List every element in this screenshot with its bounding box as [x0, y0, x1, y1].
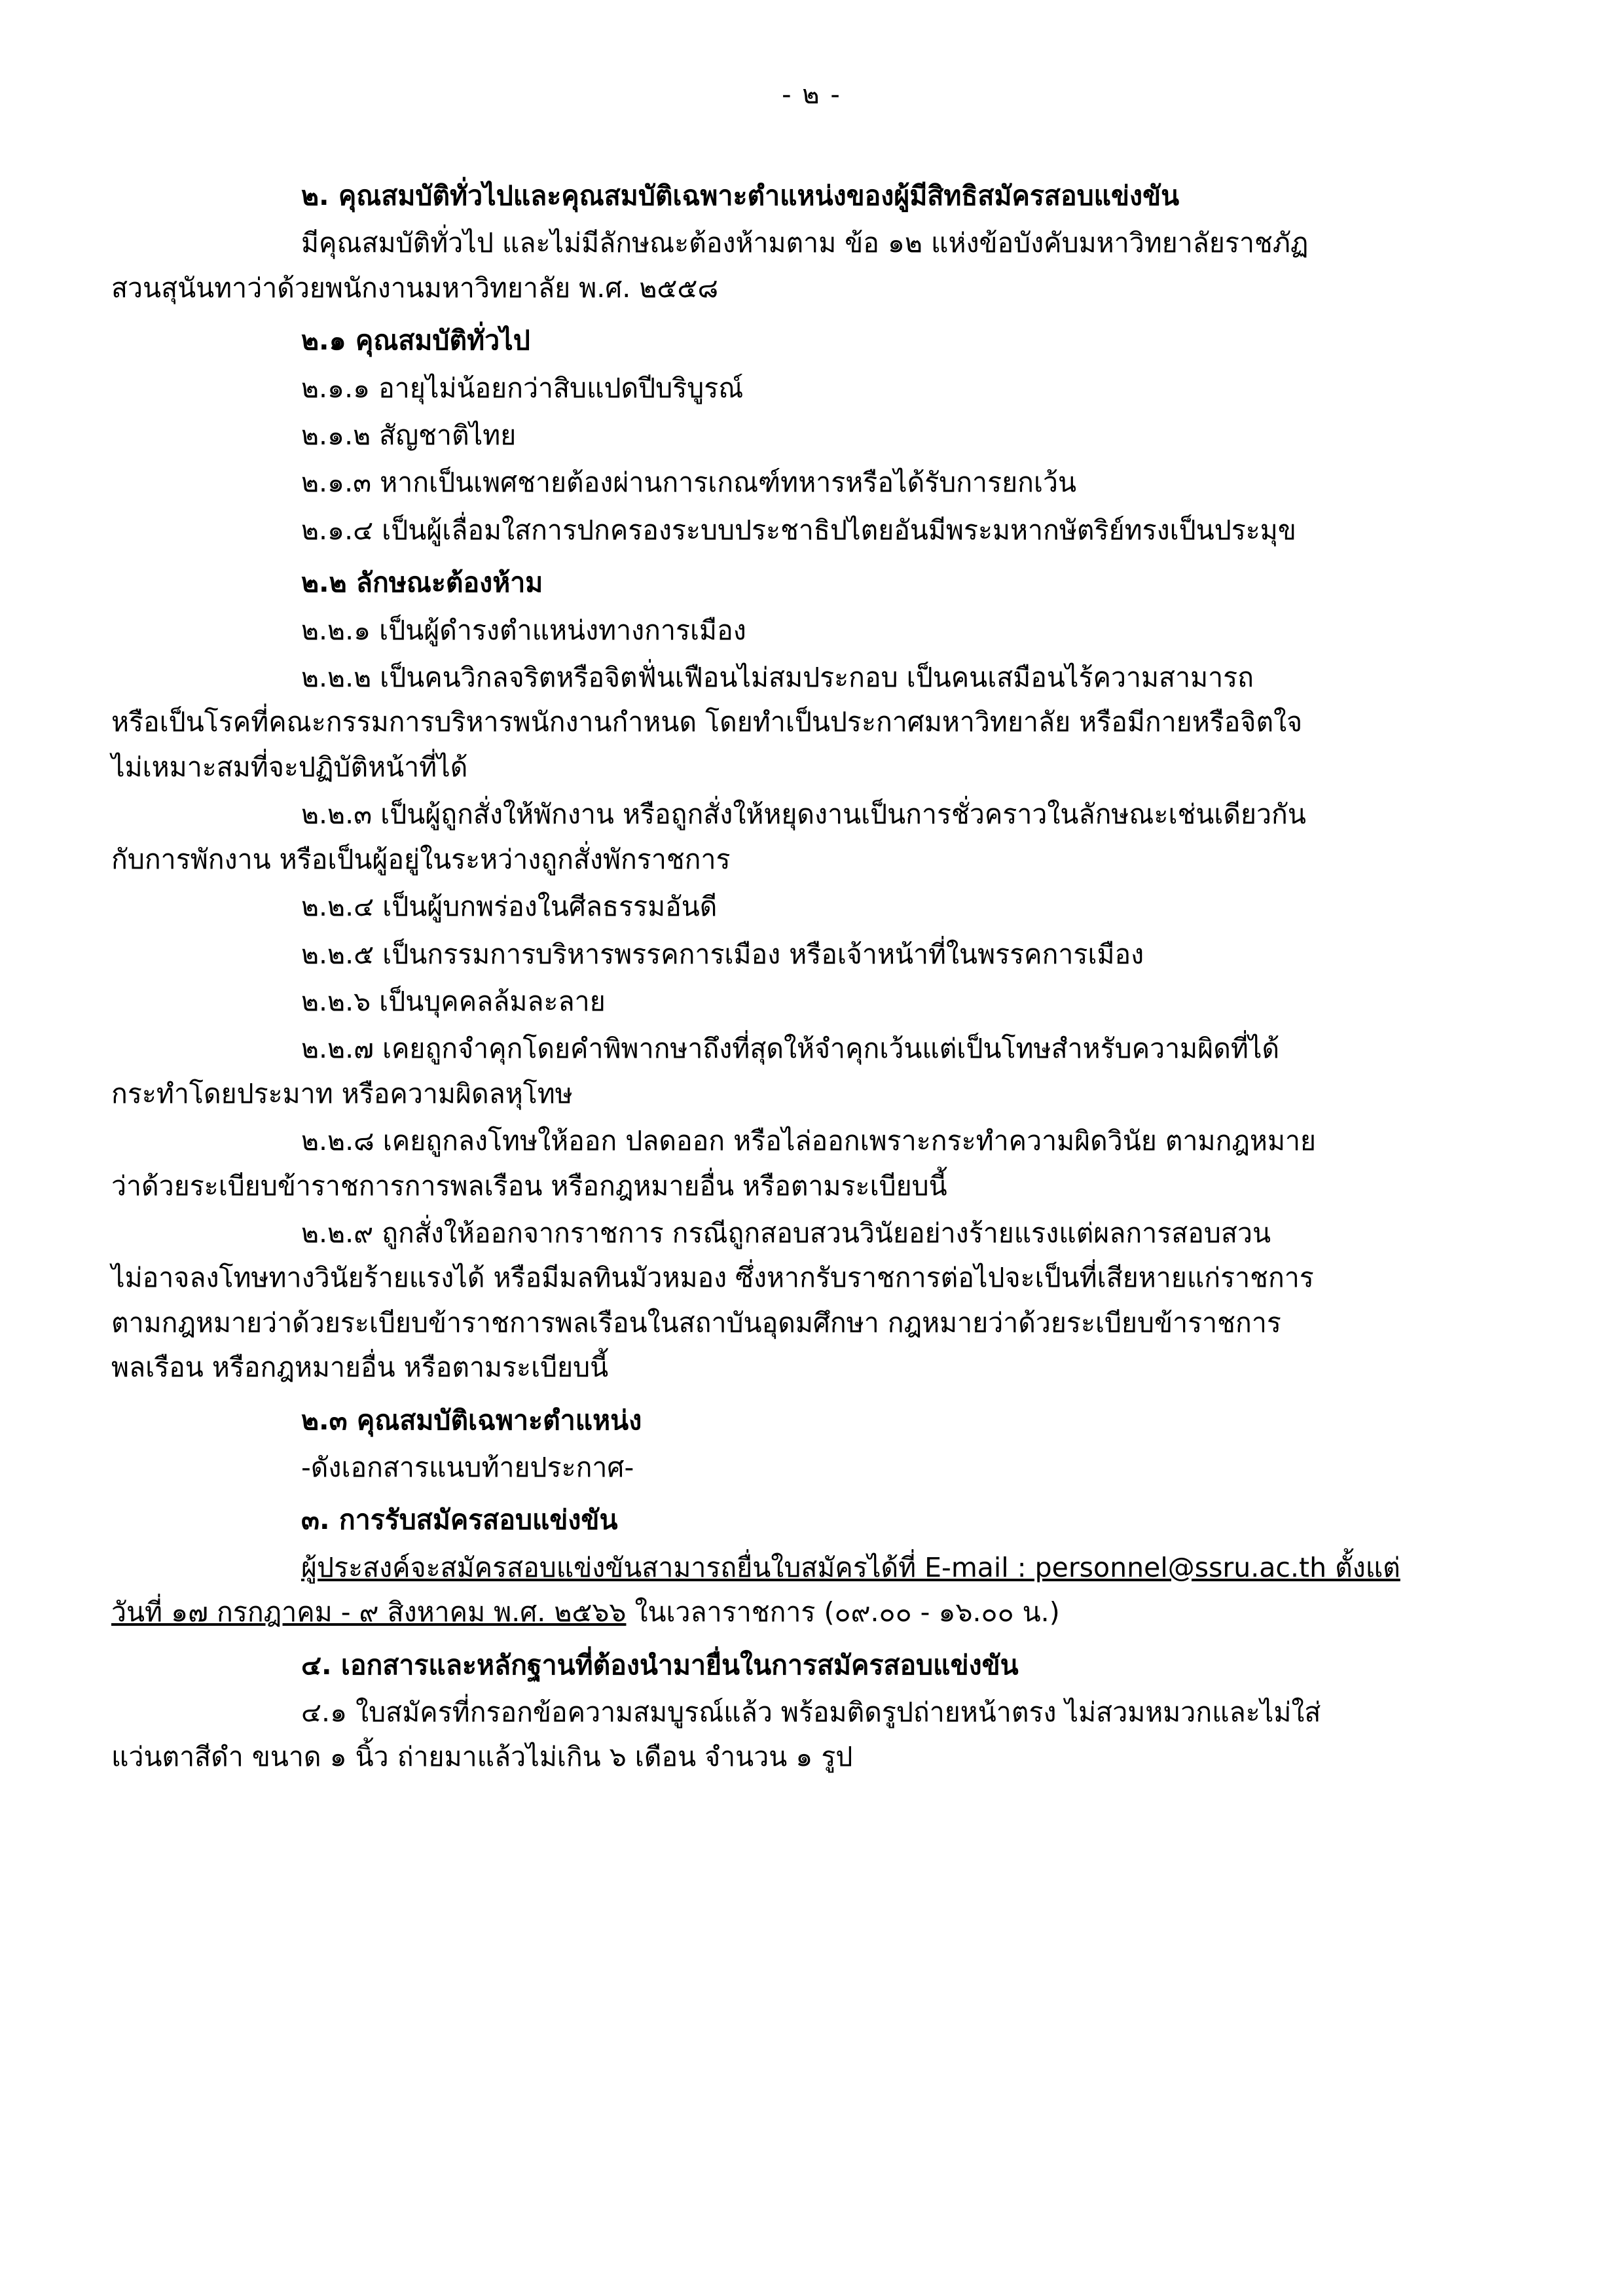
item-2-1-3: ๒.๑.๓ หากเป็นเพศชายต้องผ่านการเกณฑ์ทหารหรือได้รับการยกเว้น [301, 467, 1077, 499]
item-2-2-7-line-2: กระทำโดยประมาท หรือความผิดลหุโทษ [111, 1077, 573, 1109]
section-2-1 [111, 319, 1512, 552]
section-3-heading: ๓. การรับสมัครสอบแข่งขัน [301, 1504, 618, 1536]
item-2-2-4: ๒.๒.๔ เป็นผู้บกพร่องในศีลธรรมอันดี [301, 891, 718, 923]
application-date-range: วันที่ ๑๗ กรกฎาคม - ๙ สิงหาคม พ.ศ. ๒๕๖๖ [111, 1596, 627, 1628]
section-2-3-note: -ดังเอกสารแนบท้ายประกาศ- [301, 1451, 634, 1483]
item-2-2-9-line-3: ตามกฎหมายว่าด้วยระเบียบข้าราชการพลเรือนในสถาบันอุดมศึกษา กฎหมายว่าด้วยระเบียบข้าราชการ [111, 1306, 1281, 1338]
section-2-1-heading: ๒.๑ คุณสมบัติทั่วไป [301, 325, 530, 357]
item-2-2-8-line-1: ๒.๒.๘ เคยถูกลงโทษให้ออก ปลดออก หรือไล่ออกเพราะกระทำความผิดวินัย ตามกฎหมาย [301, 1125, 1317, 1157]
section-2-intro-line-1: มีคุณสมบัติทั่วไป และไม่มีลักษณะต้องห้ามตาม ข้อ ๑๒ แห่งข้อบังคับมหาวิทยาลัยราชภัฏ [301, 227, 1309, 259]
item-2-2-9-line-1: ๒.๒.๙ ถูกสั่งให้ออกจากราชการ กรณีถูกสอบสวนวินัยอย่างร้ายแรงแต่ผลการสอบสวน [301, 1217, 1271, 1249]
item-2-1-2: ๒.๑.๒ สัญชาติไทย [301, 420, 517, 452]
section-2-3 [111, 1399, 1512, 1490]
section-2-2-heading: ๒.๒ ลักษณะต้องห้าม [301, 567, 543, 599]
item-2-2-3-line-2: กับการพักงาน หรือเป็นผู้อยู่ในระหว่างถูกสั่งพักราชการ [111, 843, 731, 875]
section-2 [111, 174, 1512, 310]
section-2-3-heading: ๒.๓ คุณสมบัติเฉพาะตำแหน่ง [301, 1404, 642, 1436]
application-hours: ในเวลาราชการ (๐๙.๐๐ - ๑๖.๐๐ น.) [626, 1596, 1060, 1628]
item-4-1-line-1: ๔.๑ ใบสมัครที่กรอกข้อความสมบูรณ์แล้ว พร้อมติดรูปถ่ายหน้าตรง ไม่สวมหมวกและไม่ใส่ [301, 1696, 1321, 1728]
section-4-heading: ๔. เอกสารและหลักฐานที่ต้องนำมายื่นในการสมัครสอบแข่งขัน [301, 1649, 1019, 1681]
item-2-1-1: ๒.๑.๑ อายุไม่น้อยกว่าสิบแปดปีบริบูรณ์ [301, 372, 744, 404]
item-2-2-7-line-1: ๒.๒.๗ เคยถูกจำคุกโดยคำพิพากษาถึงที่สุดให้จำคุกเว้นแต่เป็นโทษสำหรับความผิดที่ได้ [301, 1033, 1280, 1065]
item-2-2-8-line-2: ว่าด้วยระเบียบข้าราชการการพลเรือน หรือกฎหมายอื่น หรือตามระเบียบนี้ [111, 1170, 947, 1202]
item-2-2-2-line-1: ๒.๒.๒ เป็นคนวิกลจริตหรือจิตฟั่นเฟือนไม่สมประกอบ เป็นคนเสมือนไร้ความสามารถ [301, 662, 1254, 694]
section-2-2 [111, 561, 1512, 1389]
item-2-2-1: ๒.๒.๑ เป็นผู้ดำรงตำแหน่งทางการเมือง [301, 614, 746, 646]
section-2-heading: ๒. คุณสมบัติทั่วไปและคุณสมบัติเฉพาะตำแหน่งของผู้มีสิทธิสมัครสอบแข่งขัน [301, 180, 1180, 211]
item-2-2-3-line-1: ๒.๒.๓ เป็นผู้ถูกสั่งให้พักงาน หรือถูกสั่งให้หยุดงานเป็นการชั่วคราวในลักษณะเช่นเดียวกัน [301, 798, 1306, 831]
document-body [111, 174, 1512, 1779]
item-4-1-line-2: แว่นตาสีดำ ขนาด ๑ นิ้ว ถ่ายมาแล้วไม่เกิน ๖ เดือน จำนวน ๑ รูป [111, 1741, 853, 1773]
item-2-2-6: ๒.๒.๖ เป็นบุคคลล้มละลาย [301, 985, 606, 1017]
section-4 [111, 1643, 1512, 1779]
item-2-2-9-line-2: ไม่อาจลงโทษทางวินัยร้ายแรงได้ หรือมีมลทินมัวหมอง ซึ่งหากรับราชการต่อไปจะเป็นที่เสียหายแก่ราชการ [111, 1262, 1314, 1294]
item-2-2-5: ๒.๒.๕ เป็นกรรมการบริหารพรรคการเมือง หรือเจ้าหน้าที่ในพรรคการเมือง [301, 938, 1144, 970]
section-3-line-1: ผู้ประสงค์จะสมัครสอบแข่งขันสามารถยื่นใบสมัครได้ที่ E-mail : personnel@ssru.ac.th ตั้งแต่ [301, 1551, 1400, 1583]
item-2-2-9-line-4: พลเรือน หรือกฎหมายอื่น หรือตามระเบียบนี้ [111, 1352, 609, 1384]
section-3 [111, 1498, 1512, 1634]
page-number: - ๒ - [782, 80, 841, 110]
item-2-1-4: ๒.๑.๔ เป็นผู้เลื่อมใสการปกครองระบบประชาธิปไตยอันมีพระมหากษัตริย์ทรงเป็นประมุข [301, 514, 1296, 546]
section-3-line-2 [111, 1590, 1512, 1634]
item-2-2-2-line-3: ไม่เหมาะสมที่จะปฏิบัติหน้าที่ได้ [111, 751, 468, 783]
item-2-2-2-line-2: หรือเป็นโรคที่คณะกรรมการบริหารพนักงานกำหนด โดยทำเป็นประกาศมหาวิทยาลัย หรือมีกายหรือจิตใจ [111, 706, 1303, 738]
section-2-intro-line-2: สวนสุนันทาว่าด้วยพนักงานมหาวิทยาลัย พ.ศ. ๒๕๕๘ [111, 272, 719, 304]
